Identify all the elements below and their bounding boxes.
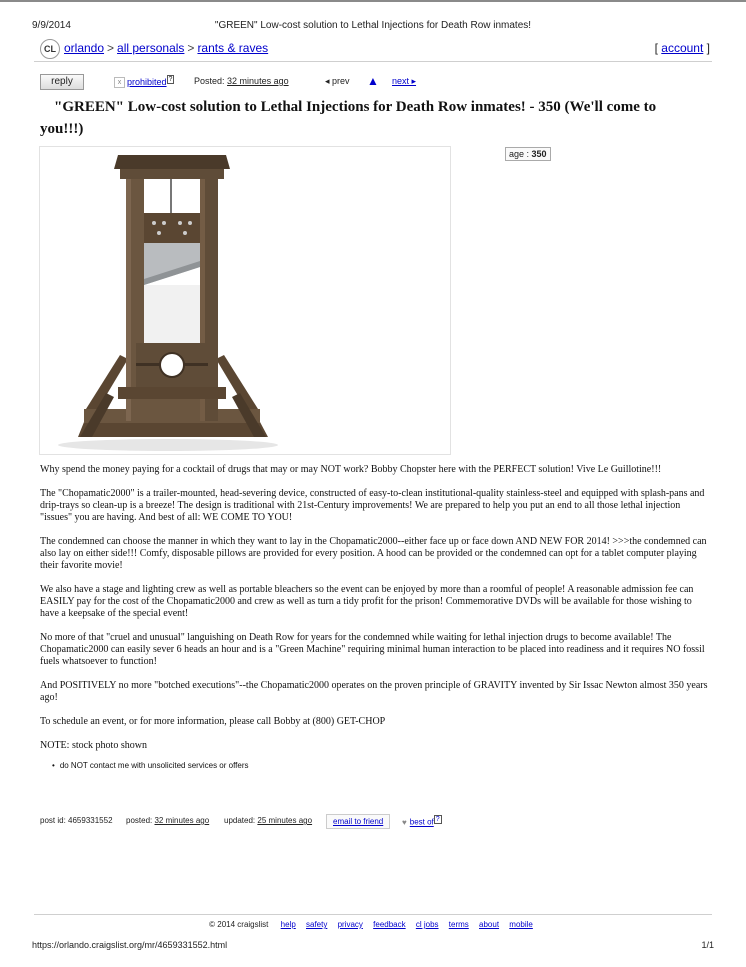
notice-item: • do NOT contact me with unsolicited services or offers — [52, 760, 710, 772]
breadcrumb-separator: > — [187, 41, 195, 55]
site-footer — [0, 920, 746, 929]
print-date: 9/9/2014 — [32, 20, 71, 31]
next-link[interactable]: next ▸ — [392, 76, 417, 86]
prohibited-link[interactable]: prohibited — [127, 77, 167, 87]
posting-body — [40, 464, 710, 772]
footer-link-cl-jobs[interactable]: cl jobs — [415, 920, 439, 929]
post-toolbar — [40, 74, 710, 92]
print-title: "GREEN" Low-cost solution to Lethal Injections for Death Row inmates! — [214, 20, 532, 31]
post-id-value: 4659331552 — [68, 816, 113, 825]
body-paragraph: Why spend the money paying for a cocktail of drugs that may or may NOT work? Bobby Chopster here with the PERFECT solution! Vive Le Guillotine!!! — [40, 464, 662, 475]
breadcrumb-orlando[interactable]: orlando — [64, 41, 105, 55]
posting-image[interactable] — [39, 146, 451, 455]
breadcrumb-all-personals[interactable]: all personals — [117, 41, 185, 55]
post-id-label: post id: — [40, 816, 66, 825]
footer-link-about[interactable]: about — [479, 920, 500, 929]
post-updated — [224, 816, 312, 825]
craigslist-logo[interactable]: CL — [40, 39, 60, 59]
guillotine-illustration — [40, 147, 450, 454]
flag-x-icon[interactable]: x — [114, 77, 125, 88]
body-paragraph: We also have a stage and lighting crew as well as portable bleachers so the event can be enjoyed by more than a roomful of people! A reasonable admission fee can EASILY pay for the cost of the Chopamatic2000 and crew as well as turn a tidy profit for the prison! Commemorative DVDs will be available for those wishing to have a keepsake of the special event! — [40, 584, 694, 619]
best-of-link[interactable]: best of — [409, 817, 434, 827]
footer-divider — [34, 914, 712, 915]
top-border — [0, 0, 746, 2]
account-link[interactable]: account — [661, 41, 704, 55]
posted-time — [194, 76, 289, 86]
body-paragraph: To schedule an event, or for more information, please call Bobby at (800) GET-CHOP — [40, 716, 386, 727]
post-posted — [126, 816, 209, 825]
body-paragraph: No more of that "cruel and unusual" languishing on Death Row for years for the condemned while waiting for lethal injection drugs to become available! The Chopamatic2000 can easily sever 6 heads an hour and is a "Green Machine" requiring minimal human interaction to be placed into readiness and it requires NO fossil fuels whatsoever to function! — [40, 632, 705, 667]
updated-label: updated: — [224, 816, 256, 825]
body-paragraph: The "Chopamatic2000" is a trailer-mounted, head-severing device, constructed of easy-to-clean institutional-quality stainless-steel and equipped with splash-pans and drip-trays so clean-up is a breeze! The design is traditional with 21st-Century improvements! We are prepared to help you put an end to all those lethal injection "issues" you are having. And best of all: WE COME TO YOU! — [40, 488, 705, 523]
account-bracket-close: ] — [706, 41, 710, 55]
header-divider — [34, 61, 712, 62]
footer-link-safety[interactable]: safety — [306, 920, 328, 929]
heart-icon[interactable]: ♥ — [402, 817, 407, 827]
posted-info-value: 32 minutes ago — [154, 816, 210, 825]
print-url: https://orlando.craigslist.org/mr/4659331552.html — [32, 940, 228, 950]
breadcrumb-separator: > — [107, 41, 115, 55]
account-bracket-open: [ — [654, 41, 658, 55]
body-paragraph: The condemned can choose the manner in which they want to lay in the Chopamatic2000--either face up or face down AND NEW FOR 2014! >>>the condemned can also lay on either side!!! Comfy, disposable pillows are provided for every position. A hood can be provided or the condemned can opt for a tablet computer playing their favorite movie! — [40, 536, 707, 571]
print-page-number: 1/1 — [701, 940, 714, 950]
up-arrow-icon[interactable]: ▲ — [367, 74, 379, 88]
best-of-link-wrap — [402, 816, 442, 827]
posted-ago: 32 minutes ago — [227, 76, 289, 86]
body-paragraph: NOTE: stock photo shown — [40, 740, 147, 751]
body-paragraph: And POSITIVELY no more "botched executions"--the Chopamatic2000 operates on the proven principle of GRAVITY invented by Sir Issac Newton almost 350 years ago! — [40, 680, 708, 703]
account-area — [655, 41, 710, 55]
posted-label: Posted: — [194, 76, 225, 86]
notices-list — [40, 760, 710, 772]
prev-link[interactable]: ◂ prev — [325, 76, 350, 86]
footer-link-help[interactable]: help — [280, 920, 296, 929]
footer-link-feedback[interactable]: feedback — [373, 920, 406, 929]
reply-button[interactable]: reply — [40, 74, 84, 90]
footer-link-privacy[interactable]: privacy — [337, 920, 363, 929]
posting-title: "GREEN" Low-cost solution to Lethal Injections for Death Row inmates! - 350 (We'll come to you!!!) — [40, 99, 657, 137]
age-attribute — [505, 147, 551, 161]
breadcrumb-rants-raves[interactable]: rants & raves — [197, 41, 269, 55]
email-to-friend-button[interactable]: email to friend — [326, 814, 390, 829]
age-value: 350 — [531, 149, 547, 159]
posted-info-label: posted: — [126, 816, 153, 825]
age-label: age : — [509, 149, 530, 159]
help-question-icon[interactable]: ? — [168, 76, 173, 83]
post-info — [40, 816, 710, 836]
updated-value: 25 minutes ago — [257, 816, 313, 825]
post-id — [40, 816, 113, 825]
next-link-wrap — [392, 76, 416, 87]
breadcrumb — [64, 41, 268, 55]
prohibited-flag — [114, 76, 174, 88]
footer-link-terms[interactable]: terms — [448, 920, 469, 929]
breadcrumb-bar — [40, 38, 710, 58]
help-question-icon[interactable]: ? — [435, 816, 440, 823]
footer-link-mobile[interactable]: mobile — [509, 920, 533, 929]
copyright: © 2014 craigslist — [209, 920, 269, 929]
